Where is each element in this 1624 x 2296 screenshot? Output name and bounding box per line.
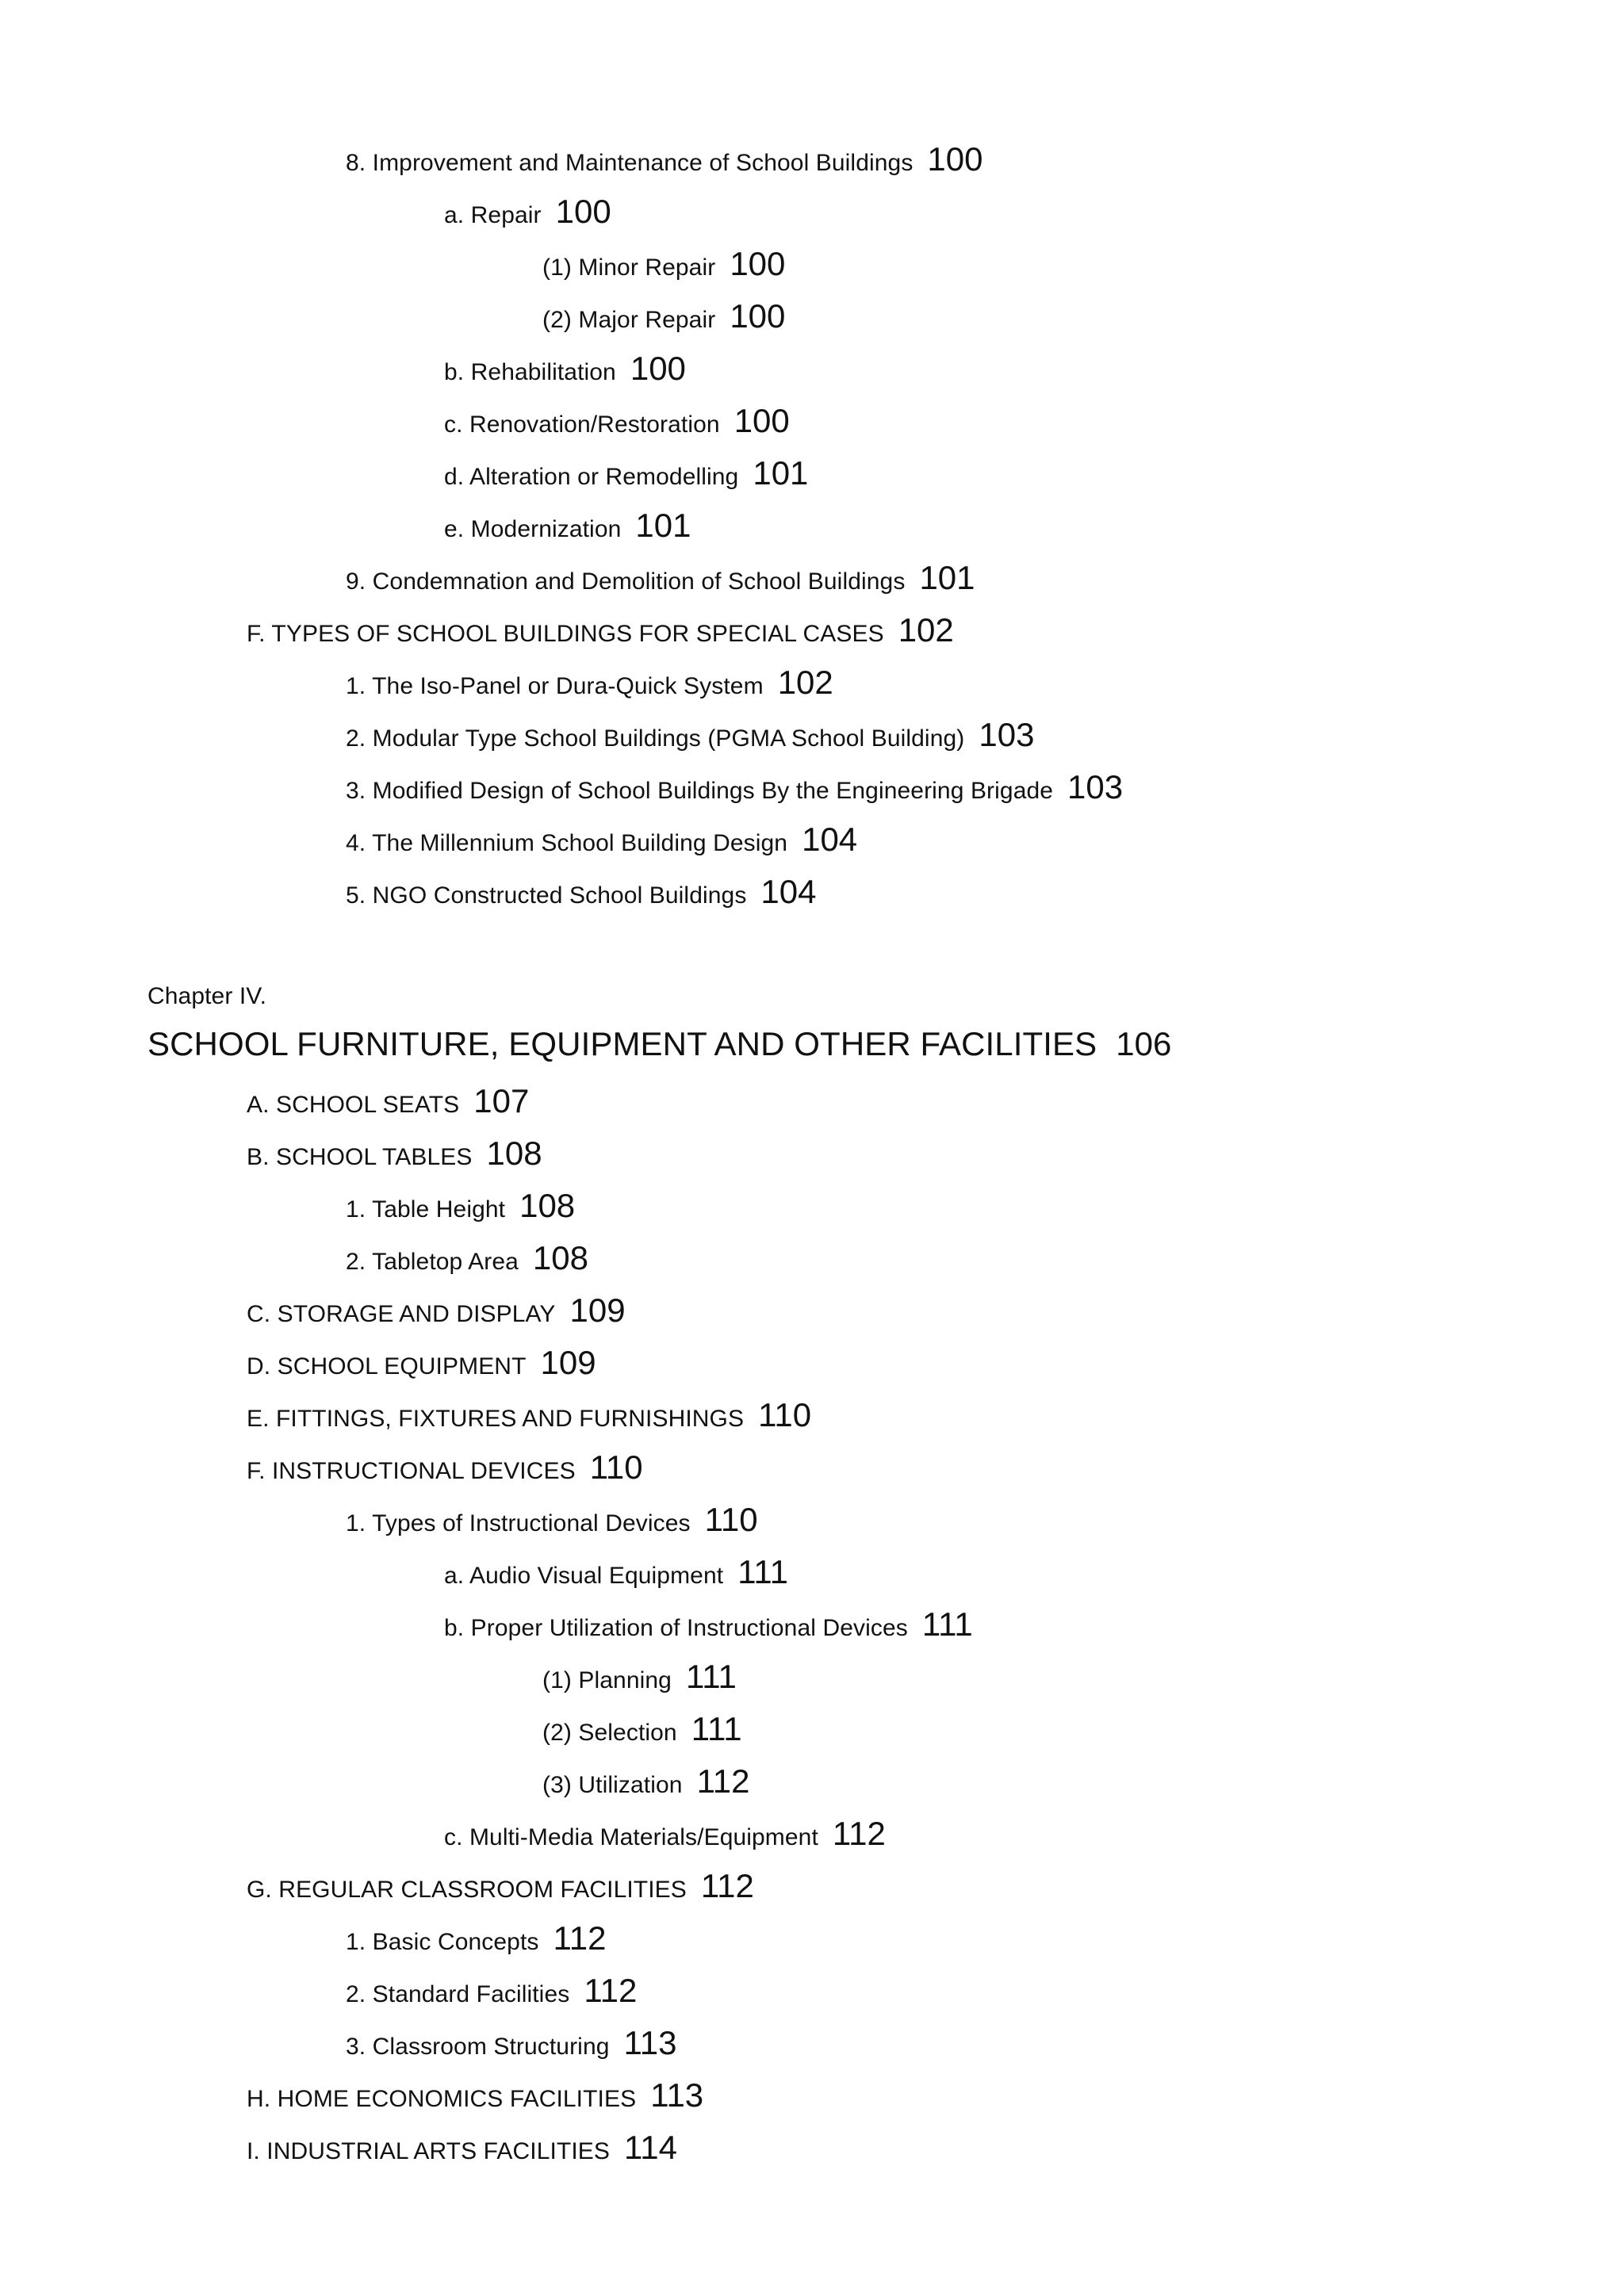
toc-entry-page: 101 <box>753 454 809 492</box>
toc-entry-label: a. Audio Visual Equipment <box>444 1563 724 1589</box>
toc-entry <box>444 1605 973 1643</box>
toc-entry-label: A. SCHOOL SEATS <box>247 1092 460 1118</box>
toc-entry-label: b. Rehabilitation <box>444 359 616 385</box>
toc-entry-label: F. TYPES OF SCHOOL BUILDINGS FOR SPECIAL CASES <box>247 621 884 647</box>
toc-entry <box>346 140 983 178</box>
toc-entry <box>247 2131 677 2164</box>
toc-entry-page: 112 <box>700 1867 754 1904</box>
toc-entry-label: (3) Utilization <box>542 1772 683 1798</box>
toc-entry <box>346 1974 637 2007</box>
toc-entry-label: H. HOME ECONOMICS FACILITIES <box>247 2086 637 2112</box>
toc-entry-label: (1) Planning <box>542 1667 672 1693</box>
toc-entry <box>346 768 1124 806</box>
toc-entry <box>542 297 786 335</box>
toc-entry-page: 104 <box>760 873 817 910</box>
toc-entry <box>247 1082 530 1119</box>
toc-entry-label: c. Renovation/Restoration <box>444 411 720 438</box>
toc-entry-page: 110 <box>589 1448 643 1486</box>
toc-entry-page: 103 <box>1067 768 1124 806</box>
chapter-title-label: SCHOOL FURNITURE, EQUIPMENT AND OTHER FACILITIES <box>147 1025 1097 1062</box>
toc-entry-label: 2. Modular Type School Buildings (PGMA School Building) <box>346 725 965 752</box>
toc-entry <box>444 1817 886 1850</box>
toc-entry-label: 9. Condemnation and Demolition of School Buildings <box>346 568 906 595</box>
toc-entry-page: 100 <box>730 297 786 335</box>
toc-entry-label: (2) Major Repair <box>542 307 716 333</box>
toc-entry-label: D. SCHOOL EQUIPMENT <box>247 1353 527 1380</box>
toc-entry <box>247 611 954 649</box>
toc-entry-page: 108 <box>519 1187 576 1224</box>
toc-entry-page: 112 <box>832 1815 886 1852</box>
toc-entry-label: 1. Types of Instructional Devices <box>346 1510 691 1536</box>
toc-entry-label: 1. Table Height <box>346 1196 506 1223</box>
toc-entry-page: 113 <box>623 2024 677 2061</box>
toc-entry-page: 107 <box>473 1082 530 1119</box>
toc-entry-page: 100 <box>555 193 611 230</box>
toc-entry <box>346 2026 677 2060</box>
toc-entry <box>542 1712 742 1746</box>
toc-entry <box>346 561 975 595</box>
toc-entry <box>346 823 857 856</box>
toc-entry-page: 102 <box>777 664 833 701</box>
toc-entry-label: 4. The Millennium School Building Design <box>346 830 788 856</box>
toc-entry-page: 100 <box>730 245 786 282</box>
toc-entry-label: d. Alteration or Remodelling <box>444 464 739 490</box>
toc-entry-page: 101 <box>635 507 691 544</box>
chapter-title-page: 106 <box>1116 1025 1172 1062</box>
toc-entry-page: 111 <box>921 1605 973 1643</box>
toc-entry-page: 110 <box>704 1501 758 1538</box>
toc-entry <box>247 1346 596 1380</box>
toc-entry-page: 104 <box>802 821 858 858</box>
toc-entry-label: 8. Improvement and Maintenance of School Buildings <box>346 150 914 176</box>
toc-entry-label: 2. Standard Facilities <box>346 1981 570 2007</box>
toc-entry-label: C. STORAGE AND DISPLAY <box>247 1301 556 1327</box>
toc-entry <box>444 454 809 492</box>
toc-entry-page: 100 <box>733 402 790 439</box>
toc-entry <box>247 1869 754 1903</box>
toc-entry-label: 1. The Iso-Panel or Dura-Quick System <box>346 673 764 699</box>
toc-entry-page: 111 <box>685 1658 737 1695</box>
toc-entry <box>444 1553 789 1590</box>
toc-entry-page: 112 <box>553 1919 607 1957</box>
toc-entry <box>444 404 790 438</box>
toc-entry <box>542 1762 750 1800</box>
toc-entry-page: 100 <box>630 350 686 387</box>
toc-entry <box>346 1919 607 1957</box>
toc-entry-label: I. INDUSTRIAL ARTS FACILITIES <box>247 2138 611 2164</box>
toc-entry <box>247 1396 812 1433</box>
toc-entry <box>542 247 785 281</box>
toc-entry-page: 101 <box>919 559 975 596</box>
toc-entry-page: 113 <box>650 2076 704 2114</box>
toc-entry-label: 3. Modified Design of School Buildings By the Engineering Brigade <box>346 778 1054 804</box>
toc-entry <box>444 352 686 385</box>
toc-entry-page: 103 <box>979 716 1035 753</box>
toc-entry <box>346 1189 575 1223</box>
toc-entry-page: 100 <box>927 140 983 178</box>
toc-entry-label: 5. NGO Constructed School Buildings <box>346 882 747 909</box>
toc-entry-page: 102 <box>898 611 954 649</box>
toc-entry-page: 112 <box>584 1972 638 2009</box>
toc-entry <box>247 1137 542 1170</box>
toc-entry-label: 3. Classroom Structuring <box>346 2034 610 2060</box>
toc-entry <box>346 718 1034 752</box>
toc-entry-page: 108 <box>486 1135 542 1172</box>
toc-entry-label: e. Modernization <box>444 516 622 542</box>
toc-entry-label: 1. Basic Concepts <box>346 1929 539 1955</box>
toc-entry <box>542 1660 737 1693</box>
toc-entry-page: 108 <box>532 1239 588 1276</box>
toc-entry <box>444 509 691 542</box>
toc-entry-label: G. REGULAR CLASSROOM FACILITIES <box>247 1877 687 1903</box>
toc-entry <box>346 666 833 699</box>
toc-entry-label: (2) Selection <box>542 1720 677 1746</box>
toc-entry-label: c. Multi-Media Materials/Equipment <box>444 1824 818 1850</box>
toc-entry-page: 109 <box>540 1344 596 1381</box>
toc-entry-page: 110 <box>758 1396 812 1433</box>
toc-entry <box>247 1448 643 1486</box>
toc-entry-label: F. INSTRUCTIONAL DEVICES <box>247 1458 576 1484</box>
chapter-heading <box>147 985 266 1008</box>
toc-entry-page: 109 <box>569 1292 626 1329</box>
toc-entry <box>346 1503 758 1536</box>
toc-entry-page: 111 <box>691 1710 742 1747</box>
toc-entry-page: 112 <box>696 1762 750 1800</box>
toc-entry <box>346 875 817 909</box>
chapter-title <box>147 1027 1171 1061</box>
toc-entry-label: b. Proper Utilization of Instructional Devices <box>444 1615 908 1641</box>
toc-entry-page: 114 <box>624 2129 677 2166</box>
toc-entry-label: a. Repair <box>444 202 542 228</box>
toc-entry <box>247 2076 704 2114</box>
toc-entry <box>444 195 611 228</box>
toc-entry-label: B. SCHOOL TABLES <box>247 1144 473 1170</box>
toc-entry-page: 111 <box>737 1553 789 1590</box>
toc-entry <box>247 1294 626 1327</box>
toc-entry-label: (1) Minor Repair <box>542 254 716 281</box>
chapter-heading-label: Chapter IV. <box>147 983 267 1009</box>
toc-entry <box>346 1239 588 1276</box>
toc-entry-label: E. FITTINGS, FIXTURES AND FURNISHINGS <box>247 1406 745 1432</box>
toc-entry-label: 2. Tabletop Area <box>346 1249 519 1275</box>
